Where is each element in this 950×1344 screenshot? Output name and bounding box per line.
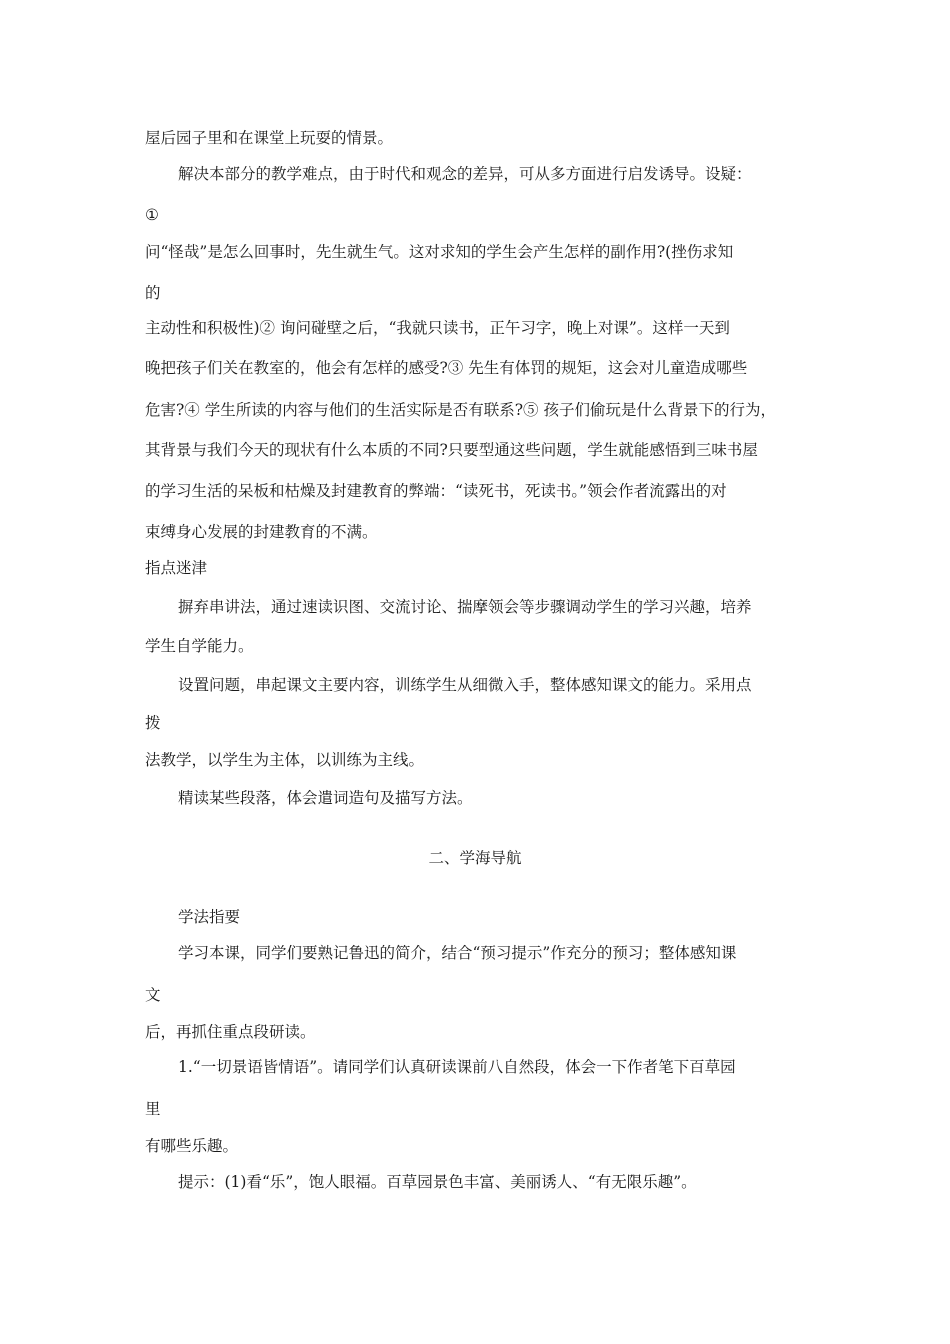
paragraph-line: 提示：(1)看“乐”，饱人眼福。百草园景色丰富、美丽诱人、“有无限乐趣”。 [178,1173,697,1191]
paragraph-line: 危害?④ 学生所读的内容与他们的生活实际是否有联系?⑤ 孩子们偷玩是什么背景下的行为， [145,401,776,419]
paragraph-line: 其背景与我们今天的现状有什么本质的不同?只要型通这些问题，学生就能感悟到三味书屋 [145,441,758,459]
paragraph-line: 的学习生活的呆板和枯燥及封建教育的弊端：“读死书，死读书。”领会作者流露出的对 [145,482,727,500]
paragraph-line: 的 [145,284,161,302]
paragraph-line: 学生自学能力。 [145,637,254,655]
paragraph-line: 里 [145,1100,161,1118]
paragraph-line: 问“怪哉”是怎么回事时，先生就生气。这对求知的学生会产生怎样的副作用?(挫伤求知 [145,243,734,261]
paragraph-line: 拨 [145,714,161,732]
paragraph-line: 精读某些段落，体会遣词造句及描写方法。 [178,789,473,807]
paragraph-line: ① [145,206,159,224]
section-heading: 指点迷津 [145,559,208,577]
paragraph-line: 后，再抓住重点段研读。 [145,1023,316,1041]
paragraph-line: 晚把孩子们关在教室的，他会有怎样的感受?③ 先生有体罚的规矩，这会对儿童造成哪些 [145,359,748,377]
chapter-heading: 二、学海导航 [428,849,522,867]
section-heading: 学法指要 [178,908,241,926]
paragraph-line: 设置问题，串起课文主要内容，训练学生从细微入手，整体感知课文的能力。采用点 [178,676,752,694]
paragraph-line: 主动性和积极性)② 询问碰壁之后，“我就只读书，正午习字，晚上对课”。这样一天到 [145,319,730,337]
paragraph-line: 1.“一切景语皆情语”。请同学们认真研读课前八自然段，体会一下作者笔下百草园 [178,1058,736,1076]
paragraph-line: 法教学，以学生为主体，以训练为主线。 [145,751,425,769]
paragraph-line: 屋后园子里和在课堂上玩耍的情景。 [145,129,394,147]
paragraph-line: 学习本课，同学们要熟记鲁迅的简介，结合“预习提示”作充分的预习；整体感知课 [178,944,737,962]
paragraph-line: 文 [145,986,161,1004]
paragraph-line: 解决本部分的教学难点，由于时代和观念的差异，可从多方面进行启发诱导。设疑： [178,165,752,183]
paragraph-line: 有哪些乐趣。 [145,1137,239,1155]
paragraph-line: 束缚身心发展的封建教育的不满。 [145,523,378,541]
paragraph-line: 摒弃串讲法，通过速读识图、交流讨论、揣摩领会等步骤调动学生的学习兴趣，培养 [178,598,752,616]
